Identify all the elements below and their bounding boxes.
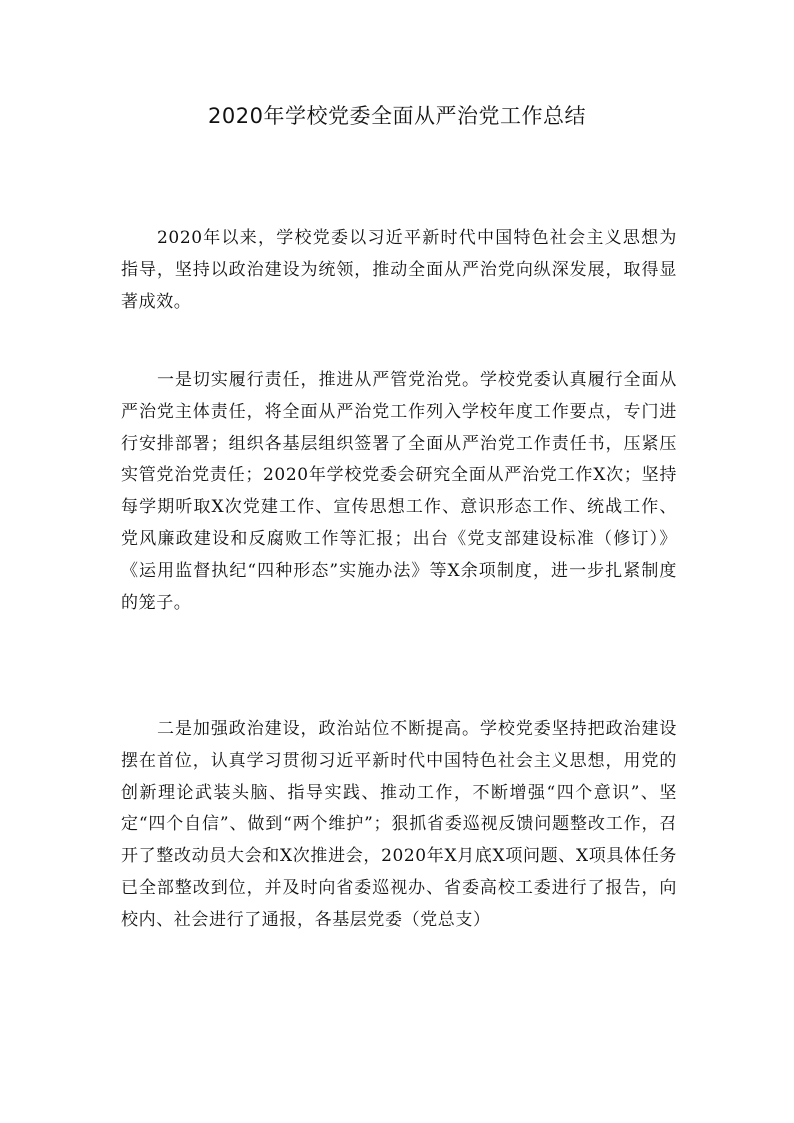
paragraph-intro: 2020年以来，学校党委以习近平新时代中国特色社会主义思想为指导，坚持以政治建设为统领，推动全面从严治党向纵深发展，取得显著成效。 xyxy=(121,228,677,312)
document-title: 2020年学校党委全面从严治党工作总结 xyxy=(208,104,586,128)
paragraph-political-building: 二是加强政治建设，政治站位不断提高。学校党委坚持把政治建设摆在首位，认真学习贯彻习近平新时代中国特色社会主义思想，用党的创新理论武装头脑、指导实践、推动工作，不断增强“四个意识”、坚定“四个自信”、做到“两个维护”；狠抓省委巡视反馈问题整改工作，召开了整改动员大会和X次推进会，2020年X月底X项问题、X项具体任务已全部整改到位，并及时向省委巡视办、省委高校工委进行了报告，向校内、社会进行了通报，各基层党委（党总支） xyxy=(121,719,677,930)
paragraph-responsibility: 一是切实履行责任，推进从严管党治党。学校党委认真履行全面从严治党主体责任，将全面从严治党工作列入学校年度工作要点，专门进行安排部署；组织各基层组织签署了全面从严治党工作责任书，压紧压实管党治党责任；2020年学校党委会研究全面从严治党工作X次；坚持每学期听取X次党建工作、宣传思想工作、意识形态工作、统战工作、党风廉政建设和反腐败工作等汇报；出台《党支部建设标准（修订）》《运用监督执纪“四种形态”实施办法》等X余项制度，进一步扎紧制度的笼子。 xyxy=(121,370,677,613)
